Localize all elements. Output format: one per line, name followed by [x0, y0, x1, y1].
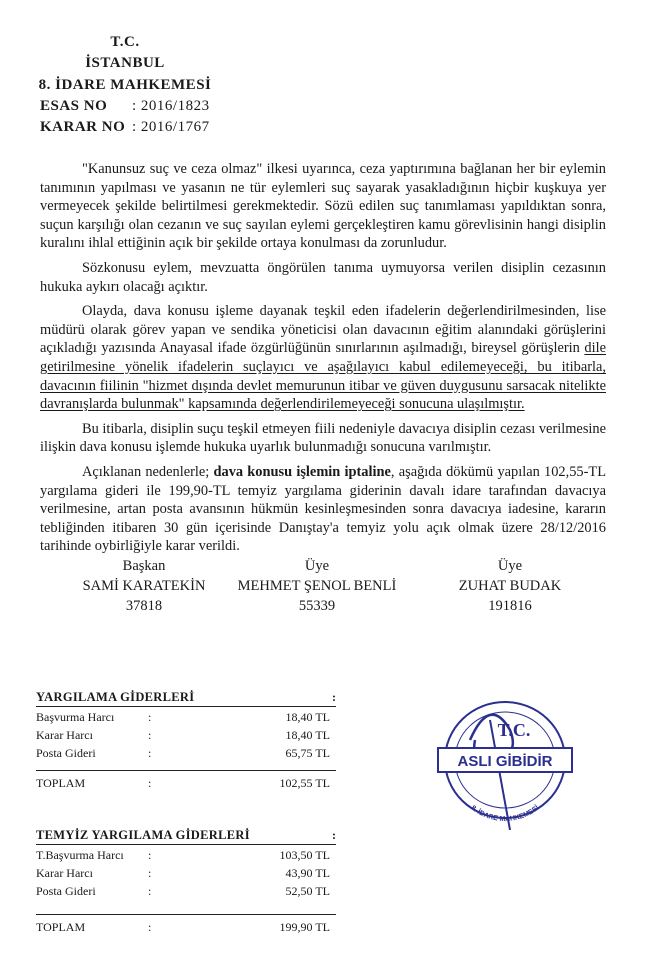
table-row: [36, 884, 336, 900]
appeal-costs-total-row: [36, 920, 336, 936]
signature-number: 55339: [298, 598, 336, 614]
row-amount: 18,40 TL: [285, 710, 330, 724]
signature-name: MEHMET ŞENOL BENLİ: [237, 578, 397, 594]
paragraph-principle: "Kanunsuz suç ve ceza olmaz" ilkesi uyarınca, ceza yaptırımına bağlanan her bir eylemin tanımının yapılması ve yasanın ne tür eylemleri suç sayarak yasakladığının hiçbir kuşkuya yer vermeyecek şekilde belirtilmesi gerekmektedir. Sözü edilen suç tanımlaması yapıldıktan sonra, suçun karşılığı olan cezanın ve suç sayılan eylemi gerçekleştiren kamu görevlisinin hangi disiplin kuralını ihlal ettiğinin açık bir şekilde ortaya konulması da zorunludur.: [40, 161, 606, 252]
row-label: Posta Gideri: [36, 884, 96, 898]
paragraph-unlawful: Sözkonusu eylem, mevzuatta öngörülen tanıma uymuyorsa verilen disiplin cezasının hukuka aykırı olacağı açıktır.: [40, 259, 606, 295]
total-colon: :: [148, 776, 152, 790]
table-row: [36, 746, 336, 762]
esas-label: ESAS NO: [40, 98, 108, 114]
row-colon: :: [148, 884, 152, 898]
karar-label: KARAR NO: [40, 119, 126, 135]
header-city: İSTANBUL: [85, 55, 165, 71]
stamp-bottom-path: 8. İDARE MAHKEMESİ: [469, 804, 541, 824]
appeal-costs-title-rule: [36, 844, 336, 845]
stamp-middle-text: ASLI GİBİDİR: [457, 753, 553, 770]
signature-name: ZUHAT BUDAK: [458, 578, 562, 594]
table-row: [36, 848, 336, 864]
appeal-costs-title: TEMYİZ YARGILAMA GİDERLERİ: [36, 828, 250, 842]
paragraph-evaluation-text: Olayda, dava konusu işleme dayanak teşkil eden ifadelerin değerlendirilmesinden, lise müdürü olarak görev yapan ve sendika yöneticisi olan davacının eğitim alanındaki görüşlerini açıkladığı yazısında Anayasal ifade özgürlüğünün sınırlarının aşılmadığı, bireysel görüşlerin: [40, 303, 606, 357]
table-row: [36, 710, 336, 726]
verdict-intro: Açıklanan nedenlerle;: [82, 463, 214, 480]
karar-value: : 2016/1767: [132, 119, 210, 135]
court-stamp: [430, 690, 580, 830]
costs-title-rule: [36, 706, 336, 707]
total-label: TOPLAM: [36, 776, 86, 790]
paragraph-evaluation-underlined: dile getirilmesine yönelik ifadelerin suçlayıcı ve aşağılayıcı kabul edilemeyeceği, bu itibarla, davacının fiilinin "hizmet dışında devlet memurunun itibar ve güven duygusunu sarsacak nitelikte davranışlarda bulunmak" kapsamında değerlendirilemeyeceği sonucuna ulaşılmıştır.: [40, 340, 606, 413]
signature-member-2: [410, 556, 610, 616]
stamp-top-text: T.C.: [497, 720, 531, 740]
row-colon: :: [148, 866, 152, 880]
total-amount: 102,55 TL: [279, 776, 330, 790]
appeal-costs-table: [36, 828, 336, 938]
row-amount: 65,75 TL: [285, 746, 330, 760]
table-row: [36, 866, 336, 882]
header-country: T.C.: [110, 34, 140, 50]
decision-body: [40, 160, 606, 562]
costs-table: [36, 690, 336, 800]
esas-value: : 2016/1823: [132, 98, 210, 114]
row-amount: 103,50 TL: [279, 848, 330, 862]
row-colon: :: [148, 710, 152, 724]
row-label: Karar Harcı: [36, 866, 93, 880]
row-label: Karar Harcı: [36, 728, 93, 742]
row-colon: :: [148, 848, 152, 862]
signature-number: 191816: [488, 598, 532, 614]
row-colon: :: [148, 746, 152, 760]
signature-name: SAMİ KARATEKİN: [82, 578, 206, 594]
row-label: Posta Gideri: [36, 746, 96, 760]
verdict-rest: , aşağıda dökümü yapılan 102,55-TL yargılama gideri ile 199,90-TL temyiz yargılama giderinin davalı idare tarafından davacıya verilmesine, artan posta avansının hükmün kesinleşmesinden sonra davacıya iadesine, kararın tebliğinden itibaren 30 gün içerisinde Danıştay'a temyiz yolu açık olmak üzere 28/12/2016 tarihinde oybirliğiyle karar verildi.: [40, 463, 606, 555]
row-amount: 52,50 TL: [285, 884, 330, 898]
signature-role: Üye: [497, 558, 523, 574]
row-colon: :: [148, 728, 152, 742]
appeal-costs-title-colon: :: [332, 828, 336, 842]
costs-total-row: [36, 776, 336, 792]
signature-president: [44, 556, 244, 616]
signature-member-1: [217, 556, 417, 616]
row-amount: 43,90 TL: [285, 866, 330, 880]
total-amount: 199,90 TL: [279, 920, 330, 934]
signature-number: 37818: [125, 598, 163, 614]
total-label: TOPLAM: [36, 920, 86, 934]
costs-title-colon: :: [332, 690, 336, 704]
paragraph-conclusion: Bu itibarla, disiplin suçu teşkil etmeyen fiili nedeniyle davacıya disiplin cezası verilmesine ilişkin dava konusu işlemde hukuka uyarlık bulunmadığı sonucuna varılmıştır.: [40, 420, 606, 456]
costs-total-rule: [36, 770, 336, 771]
table-row: [36, 728, 336, 744]
row-label: T.Başvurma Harcı: [36, 848, 124, 862]
total-colon: :: [148, 920, 152, 934]
costs-title: YARGILAMA GİDERLERİ: [36, 690, 195, 704]
row-amount: 18,40 TL: [285, 728, 330, 742]
paragraph-verdict: [40, 463, 606, 556]
row-label: Başvurma Harcı: [36, 710, 115, 724]
signature-role: Başkan: [122, 558, 166, 574]
paragraph-evaluation: [40, 302, 606, 414]
signature-role: Üye: [304, 558, 330, 574]
appeal-costs-total-rule: [36, 914, 336, 915]
verdict-annulment: dava konusu işlemin iptaline: [213, 463, 391, 480]
header-court: 8. İDARE MAHKEMESİ: [38, 77, 212, 93]
